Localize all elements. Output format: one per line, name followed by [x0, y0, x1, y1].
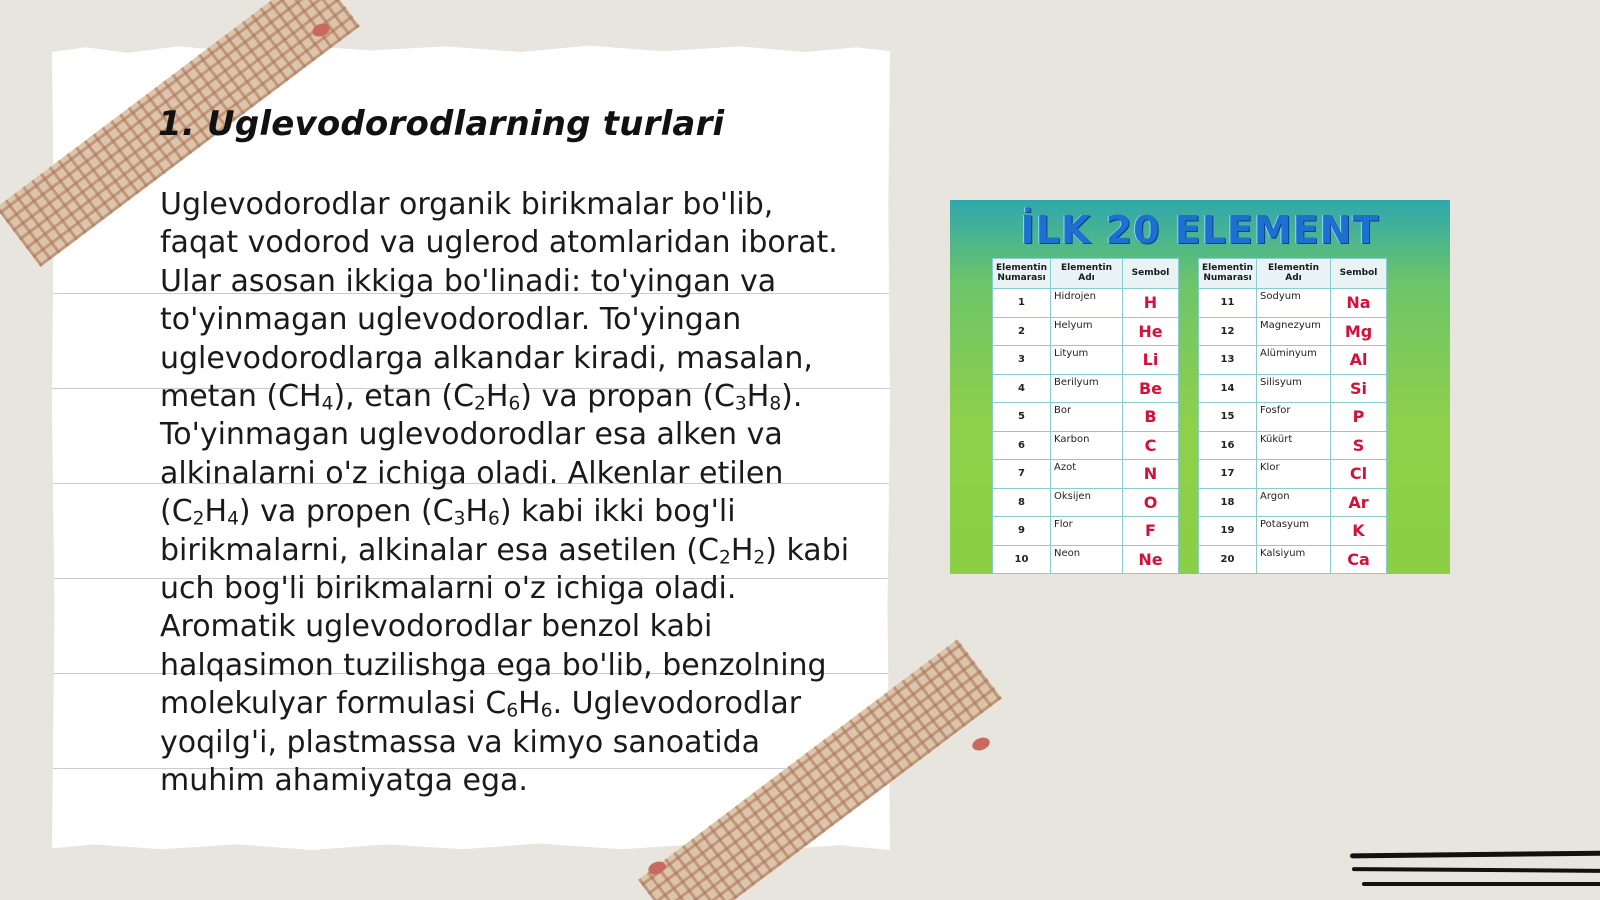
table-row	[1199, 488, 1387, 517]
element-name-cell: Fosfor	[1257, 403, 1331, 432]
element-number-cell: 9	[993, 517, 1051, 546]
table-row	[993, 374, 1179, 403]
element-number-cell: 17	[1199, 460, 1257, 489]
element-symbol-cell: Si	[1331, 374, 1387, 403]
element-name-cell: Oksijen	[1051, 488, 1123, 517]
table-row	[1199, 317, 1387, 346]
element-name-cell: Silisyum	[1257, 374, 1331, 403]
table-row	[993, 431, 1179, 460]
element-table-right	[1198, 258, 1387, 574]
table-header-row	[1199, 259, 1387, 289]
element-symbol-cell: Ar	[1331, 488, 1387, 517]
element-name-cell: Neon	[1051, 545, 1123, 574]
element-name-cell: Argon	[1257, 488, 1331, 517]
element-number-cell: 3	[993, 346, 1051, 375]
body-paragraph: Uglevodorodlar organik birikmalar bo'lib, faqat vodorod va uglerod atomlaridan iborat. Ular asosan ikkiga bo'linadi: to'yingan va to'yinmagan uglevodorodlar. To'yingan uglevodorodlarga alkandar kiradi, masalan, metan $(CH_4)$, etan $(C_2H_6)$ va propan $(C_3H_8)$. To'yinmagan uglevodorodlar esa alken va alkinalarni o'z ichiga oladi. Alkenlar etilen $(C_2H_4)$ va propen $(C_3H_6)$ kabi ikki bog'li birikmalarni, alkinalar esa asetilen $(C_2H_2)$ kabi uch bog'li birikmalarni o'z ichiga oladi. Aromatik uglevodorodlar benzol kabi halqasimon tuzilishga ega bo'lib, benzolning molekulyar formulasi $C_6H_6$. Uglevodorodlar yoqilg'i, plastmassa va kimyo sanoatida muhim ahamiyatga ega.	[160, 187, 850, 799]
element-number-cell: 15	[1199, 403, 1257, 432]
table-row	[1199, 545, 1387, 574]
element-symbol-cell: S	[1331, 431, 1387, 460]
element-symbol-cell: N	[1123, 460, 1179, 489]
element-number-cell: 13	[1199, 346, 1257, 375]
element-name-cell: Kükürt	[1257, 431, 1331, 460]
table-row	[1199, 517, 1387, 546]
element-symbol-cell: K	[1331, 517, 1387, 546]
table-row	[1199, 431, 1387, 460]
decorative-stroke	[1350, 851, 1600, 859]
element-symbol-cell: Cl	[1331, 460, 1387, 489]
table-row	[993, 460, 1179, 489]
element-name-cell: Helyum	[1051, 317, 1123, 346]
element-symbol-cell: Be	[1123, 374, 1179, 403]
element-number-cell: 11	[1199, 289, 1257, 318]
header-element-name: Elementin Adı	[1257, 259, 1331, 289]
element-table-left	[992, 258, 1179, 574]
header-element-name: Elementin Adı	[1051, 259, 1123, 289]
table-row	[993, 517, 1179, 546]
header-symbol: Sembol	[1123, 259, 1179, 289]
table-row	[1199, 460, 1387, 489]
element-symbol-cell: F	[1123, 517, 1179, 546]
element-name-cell: Potasyum	[1257, 517, 1331, 546]
element-number-cell: 16	[1199, 431, 1257, 460]
header-element-number: Elementin Numarası	[993, 259, 1051, 289]
element-number-cell: 6	[993, 431, 1051, 460]
element-number-cell: 4	[993, 374, 1051, 403]
element-number-cell: 1	[993, 289, 1051, 318]
element-name-cell: Sodyum	[1257, 289, 1331, 318]
element-symbol-cell: Al	[1331, 346, 1387, 375]
element-name-cell: Magnezyum	[1257, 317, 1331, 346]
element-symbol-cell: Ca	[1331, 545, 1387, 574]
element-symbol-cell: C	[1123, 431, 1179, 460]
tape-tear-accent	[970, 735, 991, 752]
element-number-cell: 14	[1199, 374, 1257, 403]
element-number-cell: 2	[993, 317, 1051, 346]
header-element-number: Elementin Numarası	[1199, 259, 1257, 289]
table-row	[1199, 346, 1387, 375]
decorative-stroke	[1352, 867, 1600, 873]
decorative-stroke	[1362, 882, 1600, 886]
element-symbol-cell: O	[1123, 488, 1179, 517]
element-symbol-cell: H	[1123, 289, 1179, 318]
element-name-cell: Hidrojen	[1051, 289, 1123, 318]
element-symbol-cell: Mg	[1331, 317, 1387, 346]
table-row	[993, 317, 1179, 346]
element-symbol-cell: Li	[1123, 346, 1179, 375]
element-name-cell: Berilyum	[1051, 374, 1123, 403]
table-header-row	[993, 259, 1179, 289]
table-row	[1199, 374, 1387, 403]
element-table-image	[950, 200, 1450, 574]
table-row	[993, 545, 1179, 574]
element-table-left-body	[993, 289, 1179, 574]
table-row	[993, 488, 1179, 517]
element-number-cell: 5	[993, 403, 1051, 432]
table-row	[1199, 403, 1387, 432]
element-symbol-cell: P	[1331, 403, 1387, 432]
element-symbol-cell: He	[1123, 317, 1179, 346]
element-name-cell: Klor	[1257, 460, 1331, 489]
element-name-cell: Azot	[1051, 460, 1123, 489]
element-name-cell: Lityum	[1051, 346, 1123, 375]
element-number-cell: 19	[1199, 517, 1257, 546]
element-number-cell: 18	[1199, 488, 1257, 517]
element-name-cell: Alüminyum	[1257, 346, 1331, 375]
element-name-cell: Karbon	[1051, 431, 1123, 460]
element-table-right-body	[1199, 289, 1387, 574]
table-row	[993, 346, 1179, 375]
header-symbol: Sembol	[1331, 259, 1387, 289]
table-row	[993, 289, 1179, 318]
element-number-cell: 20	[1199, 545, 1257, 574]
element-symbol-cell: Na	[1331, 289, 1387, 318]
slide-title: 1. Uglevodorodlarning turlari	[158, 104, 725, 144]
element-number-cell: 10	[993, 545, 1051, 574]
element-symbol-cell: Ne	[1123, 545, 1179, 574]
element-name-cell: Bor	[1051, 403, 1123, 432]
element-name-cell: Flor	[1051, 517, 1123, 546]
element-number-cell: 7	[993, 460, 1051, 489]
element-name-cell: Kalsiyum	[1257, 545, 1331, 574]
table-row	[1199, 289, 1387, 318]
element-image-title: İLK 20 ELEMENT	[1020, 208, 1380, 252]
element-number-cell: 8	[993, 488, 1051, 517]
element-number-cell: 12	[1199, 317, 1257, 346]
element-symbol-cell: B	[1123, 403, 1179, 432]
table-row	[993, 403, 1179, 432]
